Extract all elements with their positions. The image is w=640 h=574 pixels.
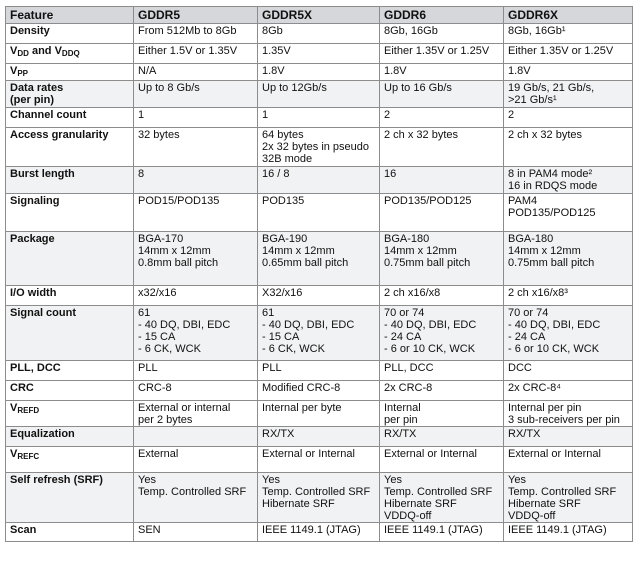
cell-line: - 6 or 10 CK, WCK [384,343,476,355]
feature-label: Data rates [10,82,64,94]
cell-gddr5x [258,128,380,167]
cell-line: 16 [384,168,397,180]
cell-gddr6 [380,24,504,44]
feature-label: Equalization [10,428,75,440]
cell-line: PLL, DCC [384,362,434,374]
cell-gddr5 [134,447,258,473]
table-row [6,401,633,427]
cell-gddr6 [380,306,504,361]
cell-gddr5 [134,306,258,361]
cell-line: Up to 8 Gb/s [138,82,200,94]
feature-cell [6,81,134,108]
cell-line: Hibernate SRF [384,498,457,510]
feature-cell [6,232,134,286]
cell-line: - 24 CA [508,331,546,343]
cell-line: PAM4 [508,195,538,207]
feature-label: Self refresh (SRF) [10,474,103,486]
cell-line: - 15 CA [262,331,300,343]
cell-line: 19 Gb/s, 21 Gb/s, [508,82,595,94]
feature-label: Burst length [10,168,75,180]
cell-line: 2 ch x 32 bytes [508,129,582,141]
table-row [6,44,633,64]
feature-label: Scan [10,524,37,536]
cell-line: Internal per byte [262,402,342,414]
cell-gddr5x [258,523,380,542]
feature-cell [6,64,134,81]
table-body [6,24,633,542]
cell-gddr5 [134,232,258,286]
cell-gddr5 [134,194,258,232]
cell-line: 61 [138,307,151,319]
cell-line: External or Internal [508,448,601,460]
feature-cell [6,361,134,381]
feature-subscript: DDQ [61,49,80,58]
cell-line: 2x CRC-8 [384,382,433,394]
cell-line: Up to 12Gb/s [262,82,327,94]
table-row [6,167,633,194]
cell-gddr6 [380,44,504,64]
cell-gddr6 [380,128,504,167]
cell-line: 2 ch x 32 bytes [384,129,458,141]
cell-gddr6 [380,473,504,523]
feature-cell [6,427,134,447]
cell-line: 14mm x 12mm [138,245,211,257]
cell-line: 70 or 74 [508,307,549,319]
cell-line: 61 [262,307,275,319]
cell-line: 16 / 8 [262,168,290,180]
feature-subscript: DD [17,49,29,58]
header-gddr6: GDDR6 [380,7,504,24]
table-row [6,128,633,167]
cell-line: Temp. Controlled SRF [262,486,371,498]
cell-line: Either 1.5V or 1.35V [138,45,238,57]
cell-line: BGA-170 [138,233,184,245]
cell-gddr5x [258,427,380,447]
cell-gddr5 [134,523,258,542]
cell-line: External or Internal [384,448,477,460]
table-row [6,361,633,381]
cell-gddr5x [258,306,380,361]
table-row [6,381,633,401]
table-row [6,306,633,361]
cell-line: - 40 DQ, DBI, EDC [384,319,477,331]
cell-line: per 2 bytes [138,414,193,426]
cell-line: Internal per pin [508,402,582,414]
feature-label: and V [28,45,62,57]
cell-gddr6x [504,64,633,81]
header-gddr5x: GDDR5X [258,7,380,24]
cell-line: POD15/POD135 [138,195,220,207]
cell-line: Temp. Controlled SRF [508,486,617,498]
cell-line: 1 [138,109,145,121]
cell-line: 1.8V [262,65,285,77]
cell-line: POD135 [262,195,305,207]
cell-line: BGA-190 [262,233,308,245]
cell-line: x32/x16 [138,287,177,299]
cell-line: POD135/POD125 [384,195,472,207]
cell-gddr6 [380,447,504,473]
cell-line: Either 1.35V or 1.25V [508,45,614,57]
cell-gddr6 [380,381,504,401]
cell-line: RX/TX [508,428,541,440]
cell-line: 2 [384,109,391,121]
cell-gddr6 [380,64,504,81]
cell-line: 0.8mm ball pitch [138,257,219,269]
cell-gddr5 [134,81,258,108]
cell-gddr6 [380,232,504,286]
table-row [6,194,633,232]
cell-gddr5 [134,167,258,194]
cell-line: 70 or 74 [384,307,425,319]
cell-gddr6 [380,194,504,232]
cell-line: - 15 CA [138,331,176,343]
cell-line: 2x CRC-8⁴ [508,382,562,394]
cell-line: - 40 DQ, DBI, EDC [138,319,231,331]
cell-gddr6x [504,81,633,108]
feature-cell [6,44,134,64]
cell-line: 32 bytes [138,129,180,141]
cell-line: - 6 or 10 CK, WCK [508,343,600,355]
table-row [6,24,633,44]
cell-gddr6x [504,286,633,306]
cell-line: DCC [508,362,532,374]
cell-line: 2 [508,109,515,121]
table-row [6,81,633,108]
header-gddr5: GDDR5 [134,7,258,24]
cell-line: Hibernate SRF [262,498,335,510]
cell-line: IEEE 1149.1 (JTAG) [262,524,361,536]
cell-line: 16 in RDQS mode [508,180,598,192]
cell-line: VDDQ-off [384,510,432,522]
cell-gddr6 [380,108,504,128]
cell-gddr5x [258,108,380,128]
cell-gddr5x [258,286,380,306]
cell-gddr5 [134,381,258,401]
cell-gddr6 [380,401,504,427]
table-row [6,108,633,128]
cell-line: Yes [384,474,402,486]
cell-line: BGA-180 [384,233,430,245]
cell-line: POD135/POD125 [508,207,596,219]
cell-gddr6x [504,44,633,64]
cell-line: External or Internal [262,448,355,460]
cell-line: VDDQ-off [508,510,556,522]
cell-line: RX/TX [384,428,417,440]
feature-cell [6,473,134,523]
feature-subscript: REFC [17,452,40,461]
cell-gddr6x [504,232,633,286]
cell-line: 8Gb [262,25,283,37]
cell-line: >21 Gb/s¹ [508,94,557,106]
cell-gddr5 [134,64,258,81]
cell-line: - 6 CK, WCK [138,343,201,355]
cell-line: External [138,448,179,460]
cell-line: X32/x16 [262,287,303,299]
cell-gddr6 [380,286,504,306]
cell-line: 8Gb, 16Gb¹ [508,25,566,37]
cell-gddr5 [134,24,258,44]
table-row [6,447,633,473]
cell-gddr6x [504,427,633,447]
table-row [6,473,633,523]
cell-gddr5x [258,194,380,232]
feature-label: I/O width [10,287,57,299]
feature-cell [6,523,134,542]
cell-line: Yes [138,474,156,486]
cell-gddr5x [258,167,380,194]
cell-line: 2 ch x16/x8³ [508,287,568,299]
cell-gddr5 [134,473,258,523]
feature-cell [6,128,134,167]
cell-line: - 40 DQ, DBI, EDC [262,319,355,331]
cell-line: 8 in PAM4 mode² [508,168,593,180]
cell-line: IEEE 1149.1 (JTAG) [384,524,483,536]
cell-line: 32B mode [262,153,313,165]
cell-line: Yes [262,474,280,486]
cell-line: - 24 CA [384,331,422,343]
cell-gddr5x [258,81,380,108]
cell-gddr6x [504,194,633,232]
cell-line: Temp. Controlled SRF [384,486,493,498]
cell-gddr5x [258,24,380,44]
feature-label: V [10,45,18,57]
feature-label: V [10,65,18,77]
cell-gddr5 [134,401,258,427]
cell-line: Either 1.35V or 1.25V [384,45,490,57]
feature-cell [6,167,134,194]
cell-line: 14mm x 12mm [384,245,457,257]
feature-label: Signal count [10,307,76,319]
cell-line: 1.8V [384,65,407,77]
cell-line: 3 sub-receivers per pin [508,414,620,426]
cell-gddr6x [504,447,633,473]
cell-gddr6 [380,523,504,542]
feature-label: CRC [10,382,34,394]
cell-gddr5 [134,44,258,64]
cell-line: PLL [138,362,158,374]
feature-cell [6,306,134,361]
cell-gddr6x [504,167,633,194]
feature-label: Channel count [10,109,87,121]
cell-line: - 40 DQ, DBI, EDC [508,319,601,331]
cell-gddr5 [134,108,258,128]
cell-gddr5x [258,447,380,473]
cell-line: IEEE 1149.1 (JTAG) [508,524,607,536]
cell-line: 0.65mm ball pitch [262,257,349,269]
cell-line: Internal [384,402,421,414]
feature-label: V [10,448,18,460]
cell-line: 2 ch x16/x8 [384,287,441,299]
cell-line: PLL [262,362,282,374]
cell-gddr5x [258,64,380,81]
cell-gddr5x [258,473,380,523]
cell-line: CRC-8 [138,382,172,394]
cell-line: 8 [138,168,145,180]
cell-gddr6 [380,427,504,447]
cell-line: 1 [262,109,269,121]
header-gddr6x: GDDR6X [504,7,633,24]
cell-line: N/A [138,65,157,77]
cell-gddr6x [504,108,633,128]
cell-line: 64 bytes [262,129,304,141]
feature-label: PLL, DCC [10,362,61,374]
cell-line: per pin [384,414,418,426]
table-row [6,286,633,306]
cell-gddr5 [134,286,258,306]
cell-line: 2x 32 bytes in pseudo [262,141,370,153]
cell-line: - 6 CK, WCK [262,343,325,355]
cell-gddr5x [258,361,380,381]
cell-line: 0.75mm ball pitch [508,257,595,269]
cell-gddr6x [504,24,633,44]
table-row [6,523,633,542]
feature-label: Access granularity [10,129,109,141]
comparison-table [5,6,633,542]
cell-line: RX/TX [262,428,295,440]
feature-cell [6,401,134,427]
feature-cell [6,108,134,128]
cell-gddr6x [504,473,633,523]
cell-line: Hibernate SRF [508,498,581,510]
cell-gddr6x [504,381,633,401]
cell-line: Temp. Controlled SRF [138,486,247,498]
cell-line: SEN [138,524,161,536]
cell-line: Modified CRC-8 [262,382,341,394]
cell-gddr6 [380,81,504,108]
cell-line: 14mm x 12mm [508,245,581,257]
cell-gddr5x [258,232,380,286]
cell-gddr5 [134,427,258,447]
cell-line: 1.35V [262,45,291,57]
feature-cell [6,24,134,44]
feature-cell [6,194,134,232]
feature-subscript: REFD [17,406,40,415]
cell-gddr5x [258,44,380,64]
cell-line: 14mm x 12mm [262,245,335,257]
cell-line: Up to 16 Gb/s [384,82,452,94]
feature-label: Package [10,233,55,245]
cell-gddr6 [380,361,504,381]
cell-line: Yes [508,474,526,486]
feature-label: Density [10,25,50,37]
cell-gddr5x [258,401,380,427]
table-row [6,64,633,81]
cell-gddr6x [504,523,633,542]
cell-line: BGA-180 [508,233,554,245]
cell-gddr5x [258,381,380,401]
feature-label: (per pin) [10,94,54,106]
header-row [6,7,633,24]
cell-gddr6x [504,306,633,361]
table-row [6,232,633,286]
cell-line: From 512Mb to 8Gb [138,25,237,37]
cell-gddr6x [504,128,633,167]
cell-line: 0.75mm ball pitch [384,257,471,269]
cell-gddr6 [380,167,504,194]
cell-gddr6x [504,361,633,381]
feature-cell [6,447,134,473]
cell-gddr6x [504,401,633,427]
cell-line: 1.8V [508,65,531,77]
cell-gddr5 [134,128,258,167]
table-row [6,427,633,447]
feature-cell [6,381,134,401]
cell-gddr5 [134,361,258,381]
feature-label: Signaling [10,195,60,207]
feature-cell [6,286,134,306]
cell-line: 8Gb, 16Gb [384,25,438,37]
cell-line: External or internal [138,402,231,414]
feature-label: V [10,402,18,414]
feature-subscript: PP [17,69,29,78]
header-feature: Feature [6,7,134,24]
